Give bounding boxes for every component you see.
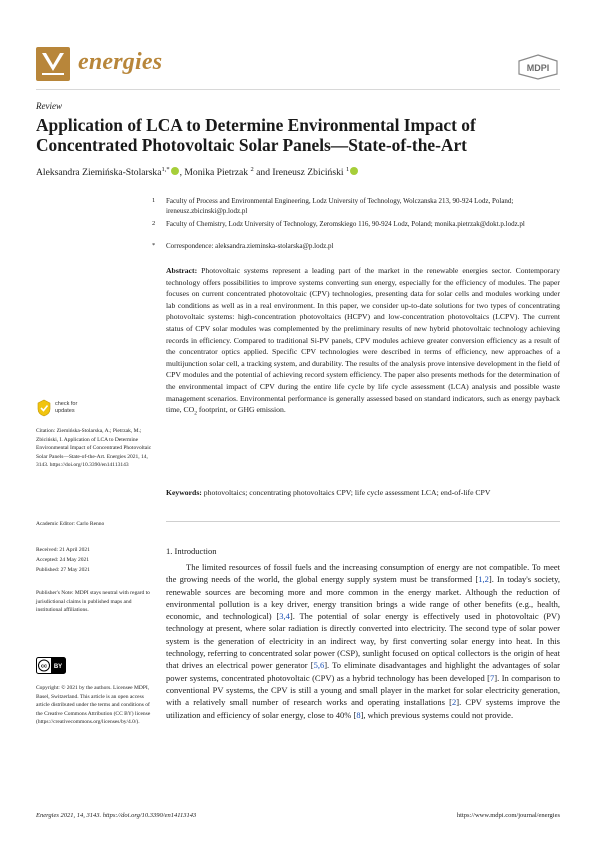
citation-link[interactable]: 3,4 (279, 611, 290, 622)
author-affiliation-mark: 1 (345, 166, 350, 173)
publisher-note: Publisher's Note: MDPI stays neutral with regard to jurisdictional claims in published maps and institutional affiliations. (36, 590, 150, 613)
article-title: Application of LCA to Determine Environmental Impact of Concentrated Photovoltaic Solar Panels—State-of-the-Art (36, 115, 476, 155)
citation-link[interactable]: 8 (356, 709, 361, 720)
author-name[interactable]: Ireneusz Zbiciński (272, 167, 344, 179)
accepted-date: Accepted: 24 May 2021 (36, 557, 89, 563)
footer-journal-link[interactable]: https://www.mdpi.com/journal/energies (456, 812, 560, 819)
header-divider (36, 89, 560, 90)
journal-logo-icon (36, 47, 70, 81)
citation: Citation: Ziemińska-Stolarska, A.; Pietrzak, M.; Zbiciński, I. Application of LCA to Determine Environmental Impact of Concentrated Photovoltaic Solar Panels—State-of-the-Art. Energies 2021, 14, 3143. https://doi.org/10.3390/en14113143 (36, 428, 152, 468)
section-divider (166, 521, 560, 522)
check-updates-icon (36, 399, 52, 417)
svg-text:BY: BY (53, 664, 63, 670)
check-for-updates-button[interactable]: check for updates (36, 399, 146, 423)
affiliation: 1 Faculty of Process and Environmental Engineering, Lodz University of Technology, Wolczanska 213, 90-924 Lodz, Poland; ireneusz.zbicinski@p.lodz.pl (152, 197, 514, 215)
section-heading: 1. Introduction (166, 546, 217, 556)
mdpi-logo-icon (517, 54, 559, 80)
introduction-body (166, 561, 560, 721)
published-date: Published: 27 May 2021 (36, 567, 90, 573)
citation-link[interactable]: 5,6 (313, 660, 325, 671)
citation-link[interactable]: 7 (490, 672, 495, 683)
svg-text:cc: cc (40, 663, 48, 670)
abstract-label: Abstract: (166, 266, 198, 275)
journal-name: energies (78, 49, 163, 75)
paragraph: The limited resources of fossil fuels and the increasing consumption of energy are not compatible. To meet the growing needs of the world, the global energy supply system must be transformed [1,2]. In today's society, renewable sources are becoming more and more common in the energy market. Although the reduction of environmental pollution is a key driver, energy transition brings a wide range of other benefits (e.g., health, economic, and technological) [3,4]. The potential of solar energy is effectively used in photovoltaic (PV) technology at present, where solar radiation is directly converted into electricity. The second type of solar power system is the generation of electricity in an indirect way, by first converting solar energy into heat. In this technology, referring to concentrated solar power (CSP), sunlight focused on optical collectors is the origin of heat that drives an electrical power generator [5,6]. To eliminate disadvantages and highlight the advantages of solar power systems, concentrated photovoltaic (CPV) as a hybrid technology has been developed [7]. In comparison to conventional PV systems, the CPV is still a young and small player in the market for solar electricity generation, with a relatively small number of research works and operating installations [2]. CPV systems improve the utilization and efficiency of solar energy, close to 40% [8], which previous systems could not provide. (166, 562, 561, 720)
author-affiliation-mark: 2 (250, 166, 254, 173)
cc-by-license-icon[interactable] (36, 657, 66, 674)
citation-link[interactable]: 2 (452, 697, 457, 708)
citation-link[interactable]: 1,2 (478, 574, 489, 585)
received-date: Received: 21 April 2021 (36, 547, 90, 553)
footer-citation[interactable]: Energies 2021, 14, 3143. https://doi.org/10.3390/en14113143 (36, 812, 197, 819)
author-list: Aleksandra Ziemińska-Stolarska$^{1,*}$ , Monika Pietrzak $^2$ and Ireneusz Zbiciński $^1$ (36, 166, 359, 178)
svg-text:MDPI: MDPI (526, 63, 550, 73)
keywords-label: Keywords: (166, 488, 202, 497)
author-name[interactable]: Aleksandra Ziemińska-Stolarska (36, 167, 162, 179)
orcid-icon[interactable] (350, 167, 358, 175)
author-name[interactable]: Monika Pietrzak (184, 167, 249, 179)
author-affiliation-mark: 1,* (161, 166, 170, 173)
keywords: Keywords: photovoltaics; concentrating photovoltaics CPV; life cycle assessment LCA; end-of-life CPV (166, 488, 491, 497)
abstract: Abstract: Photovoltaic systems represent a leading part of the market in the renewable energies sector. Contemporary technology offers possibilities to improve systems converting sun energy, especially for the efficiency of modules. The paper focuses on current concentrated photovoltaic (CPV) technologies, presenting data for solar cells and modules working under lab conditions as well as in a real environment. In this paper, we consider up-to-date solutions for two types of concentrating photovoltaic systems: high-concentration photovoltaics (HCPV) and low-concentration photovoltaics (LCPV). The current status of CPV solar modules was complemented by the preliminary results of new hybrid photovoltaic technology achieving records in efficiency. Compared to traditional Si-PV panels, CPV modules achieve greater conversion efficiency as a result of the concentrator optics applied. Specific CPV technologies were described in terms of efficiency, new approaches of a multijunction solar cell, a tracking system, and durability. The results of the analysis prove intensive development in the field of CPV modules and the potential of achieving record system efficiency. The paper also presents methods for the determination of the environmental impact of CPV during the entire life cycle by life cycle assessment (LCA) analysis and possible waste management scenarios. Environmental performance is generally assessed based on standard indicators, such as energy payback time, $CO_2$ footprint, or GHG emission. (166, 266, 560, 417)
affiliation: 2 Faculty of Chemistry, Lodz University of Technology, Zeromskiego 116, 90-924 Lodz, Poland; monika.pietrzak@dokt.p.lodz.pl (152, 220, 525, 228)
copyright-notice: Copyright: © 2021 by the authors. Licensee MDPI, Basel, Switzerland. This article is an open access article distributed under the terms and conditions of the Creative Commons Attribution (CC BY) license (https://creativecommons.org/licenses/by/4.0/). (36, 685, 151, 725)
journal-logo (36, 47, 70, 81)
orcid-icon[interactable] (171, 167, 179, 175)
academic-editor: Academic Editor: Carlo Renno (36, 521, 105, 527)
correspondence: * Correspondence: aleksandra.zieminska-stolarska@p.lodz.pl (152, 242, 334, 250)
article-type: Review (36, 101, 62, 111)
